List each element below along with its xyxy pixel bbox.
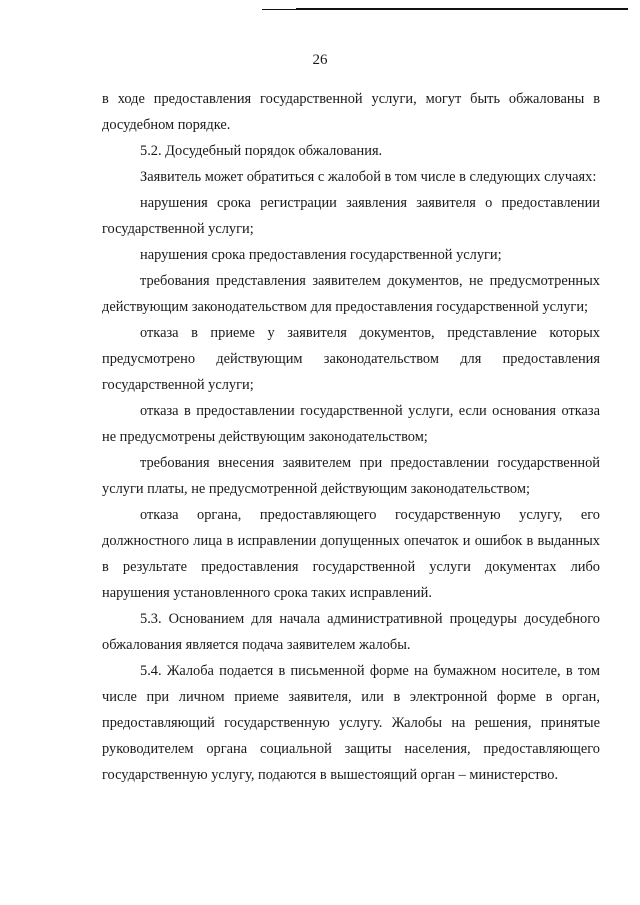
section-heading-5-2: 5.2. Досудебный порядок обжалования. bbox=[140, 143, 383, 159]
paragraph-continuation: в ходе предоставления государственной услуги, могут быть обжалованы в досудебном порядке. bbox=[102, 91, 600, 133]
list-item-refusal-documents: отказа в приеме у заявителя документов, представление которых предусмотрено действующим законодательством для предоставления государственной услуги; bbox=[102, 325, 600, 393]
paragraph-applicant-cases: Заявитель может обратиться с жалобой в том числе в следующих случаях: bbox=[140, 169, 597, 185]
page-number: 26 bbox=[312, 52, 328, 68]
document-body bbox=[102, 86, 600, 788]
list-item-fee-demand: требования внесения заявителем при предоставлении государственной услуги платы, не предусмотренной действующим законодательством; bbox=[102, 455, 600, 497]
section-paragraph-5-3: 5.3. Основанием для начала административной процедуры досудебного обжалования является подача заявителем жалобы. bbox=[102, 611, 600, 653]
list-item-extra-documents: требования представления заявителем документов, не предусмотренных действующим законодательством для предоставления государственной услуги; bbox=[102, 273, 600, 315]
list-item-service-term-violation: нарушения срока предоставления государственной услуги; bbox=[140, 247, 502, 263]
section-paragraph-5-4: 5.4. Жалоба подается в письменной форме на бумажном носителе, в том числе при личном приеме заявителя, или в электронной форме в орган, предоставляющий государственную услугу. Жалобы на решения, принятые руководителем органа социальной защиты населения, предоставляющего государственную услугу, подаются в вышестоящий орган – министерство. bbox=[102, 663, 600, 783]
list-item-refusal-service: отказа в предоставлении государственной услуги, если основания отказа не предусмотрены действующим законодательством; bbox=[102, 403, 600, 445]
list-item-registration-violation: нарушения срока регистрации заявления заявителя о предоставлении государственной услуги; bbox=[102, 195, 600, 237]
header-rule-long bbox=[296, 8, 628, 10]
list-item-correction-refusal: отказа органа, предоставляющего государственную услугу, его должностного лица в исправлении допущенных опечаток и ошибок в выданных в результате предоставления государственной услуги документах либо нарушения установленного срока таких исправлений. bbox=[102, 507, 600, 601]
